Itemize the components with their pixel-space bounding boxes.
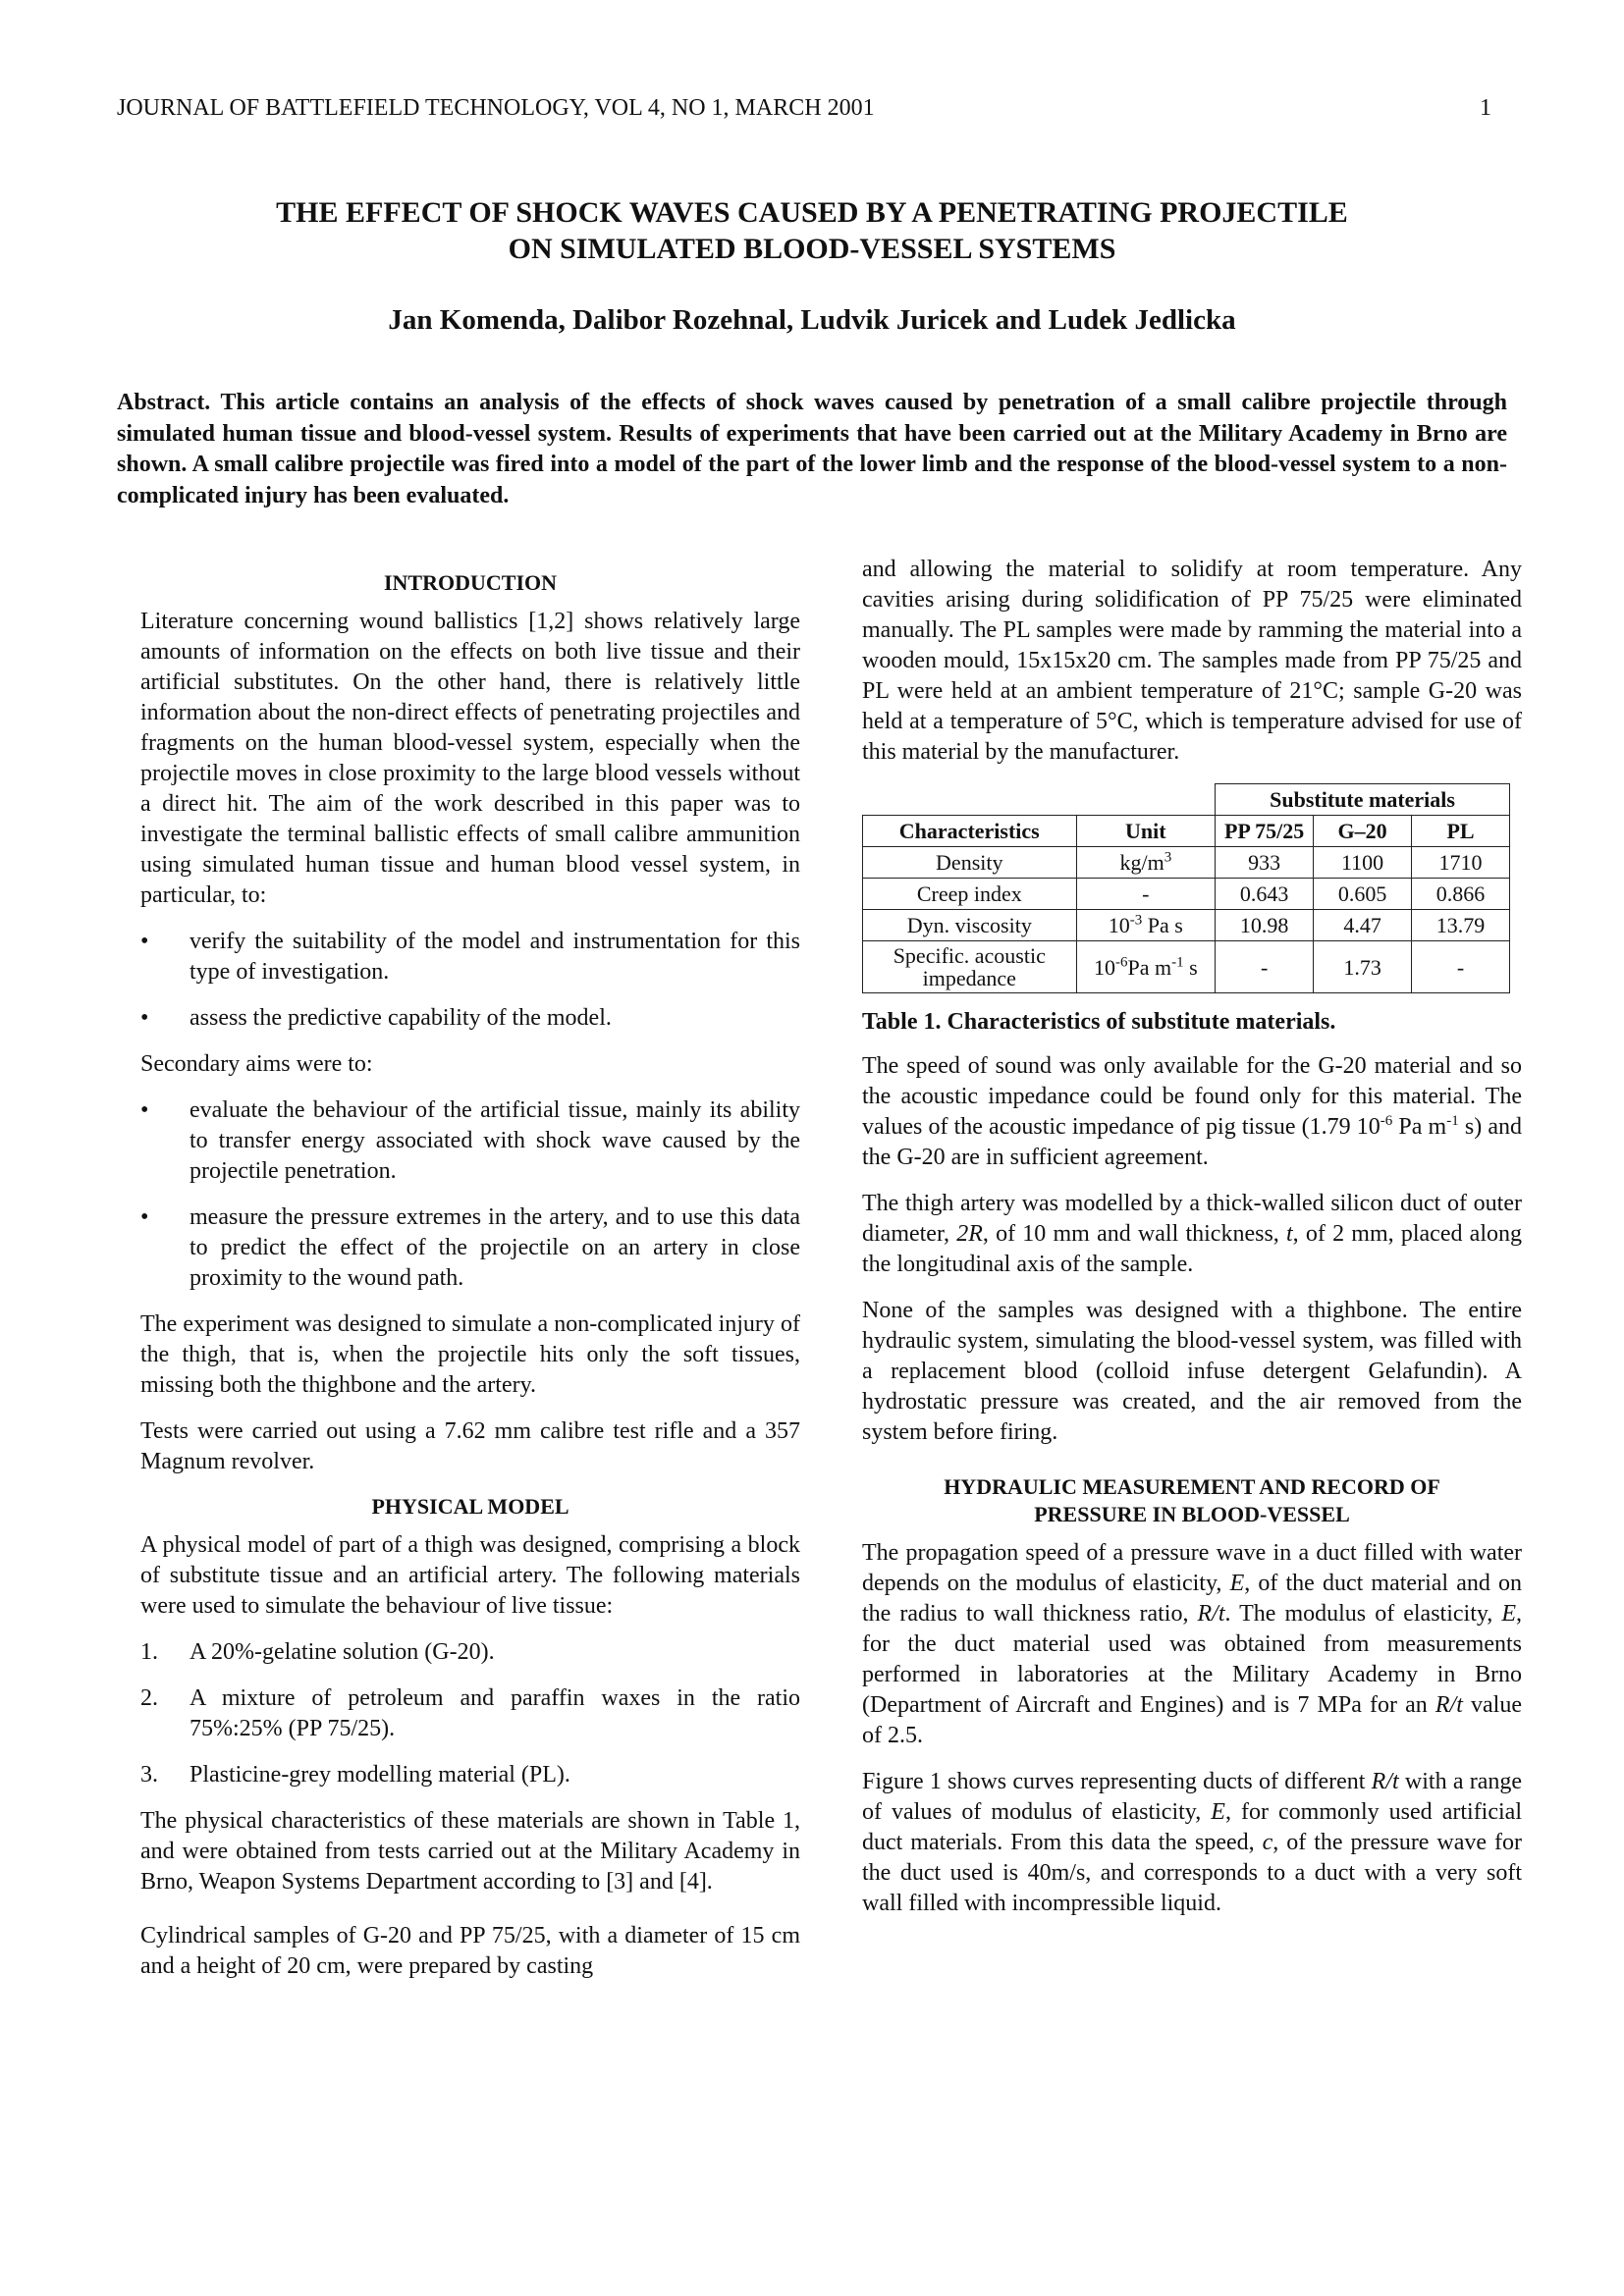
physical-model-paragraph-3-continued: and allowing the material to solidify at room temperature. Any cavities arising during solidification of PP 75/25 were eliminated manually. The PL samples were made by ramming the material into a wooden mould, 15x15x20 cm. The samples made from PP 75/25 and PL were held at an ambient temperature of 21°C; sample G-20 was held at a temperature of 5°C, which is temperature advised for use of this material by the manufacturer. [862, 557, 1522, 765]
material-number: 3. [140, 1762, 158, 1788]
intro-paragraph-1: Literature concerning wound ballistics [1,2] shows relatively large amounts of information on the effects on both live tissue and their artificial substitutes. On the other hand, there is relatively little information about the non-direct effects of penetrating projectiles and fragments on the human blood-vessel system, especially when the projectile moves in close proximity to the large blood vessels without a direct hit. The aim of the work described in this paper was to investigate the terminal ballistic effects of small calibre ammunition using simulated human tissue and human blood vessel system, in particular, to: [140, 609, 800, 908]
abstract: Abstract. This article contains an analysis of the effects of shock waves caused by penetration of a small calibre projectile through simulated human tissue and blood-vessel system. Results of experiments that have been carried out at the Military Academy in Brno are shown. A small calibre projectile was fired into a model of the part of the lower limb and the response of the blood-vessel system to a non-complicated injury has been evaluated. [117, 390, 1507, 508]
intro-paragraph-2: The experiment was designed to simulate a non-complicated injury of the thigh, that is, when the projectile hits only the soft tissues, missing both the thighbone and the artery. [140, 1311, 800, 1398]
secondary-aim-text: evaluate the behaviour of the artificial tissue, mainly its ability to transfer energy associated with shock wave caused by the projectile penetration. [189, 1097, 800, 1184]
author-list: Jan Komenda, Dalibor Rozehnal, Ludvik Juricek and Ludek Jedlicka [388, 304, 1236, 336]
section-heading-hydraulic: HYDRAULIC MEASUREMENT AND RECORD OF PRESSURE IN BLOOD-VESSEL [944, 1474, 1440, 1526]
row-value-g20: 4.47 [1314, 910, 1412, 941]
right-column [862, 555, 1522, 1935]
row-value-pp: - [1216, 941, 1314, 993]
row-value-g20: 0.605 [1314, 879, 1412, 910]
bullet-icon: • [140, 929, 149, 954]
secondary-aim-item [140, 1202, 800, 1294]
physical-model-paragraph-3: Cylindrical samples of G-20 and PP 75/25, with a diameter of 15 cm and a height of 20 cm, were prepared by casting [140, 1923, 800, 1979]
left-column [140, 569, 800, 1998]
aim-text: verify the suitability of the model and instrumentation for this type of investigation. [189, 929, 800, 985]
table-empty-corner [863, 784, 1216, 816]
title-line-1: THE EFFECT OF SHOCK WAVES CAUSED BY A PENETRATING PROJECTILE [276, 196, 1348, 229]
row-characteristic: Density [863, 847, 1077, 879]
material-text: A 20%-gelatine solution (G-20). [189, 1639, 495, 1665]
table-header-row [863, 784, 1510, 816]
column-header-characteristics: Characteristics [863, 816, 1077, 847]
row-unit: $kg/m^3$ [1076, 847, 1216, 879]
row-characteristic: Dyn. viscosity [863, 910, 1077, 941]
material-item [140, 1683, 800, 1744]
secondary-aim-item [140, 1095, 800, 1187]
column-header-g20: G–20 [1314, 816, 1412, 847]
paper-title [117, 194, 1507, 267]
table-row [863, 879, 1510, 910]
thighbone-paragraph: None of the samples was designed with a thighbone. The entire hydraulic system, simulating the blood-vessel system, was filled with a replacement blood (colloid infuse detergent Gelafundin). A hydrostatic pressure was created, and the air removed from the system before firing. [862, 1298, 1522, 1445]
physical-model-paragraph-1: A physical model of part of a thigh was designed, comprising a block of substitute tissue and an artificial artery. The following materials were used to simulate the behaviour of live tissue: [140, 1532, 800, 1619]
speed-of-sound-paragraph: The speed of sound was only available for the G-20 material and so the acoustic impedance could be found only for this material. The values of the acoustic impedance of pig tissue (1.79 $10^{-6}$ Pa $m^{-1}$ s) and the G-20 are in sufficient agreement. [862, 1053, 1522, 1170]
secondary-aim-text: measure the pressure extremes in the artery, and to use this data to predict the effect of the projectile on an artery in close proximity to the wound path. [189, 1204, 800, 1291]
bullet-icon: • [140, 1204, 149, 1230]
material-number: 2. [140, 1685, 158, 1711]
row-value-g20: 1100 [1314, 847, 1412, 879]
row-value-pl: 0.866 [1412, 879, 1510, 910]
material-text: A mixture of petroleum and paraffin waxes in the ratio 75%:25% (PP 75/25). [189, 1685, 800, 1741]
row-unit: $10^{-3}$ Pa s [1076, 910, 1216, 941]
table-row [863, 910, 1510, 941]
column-header-unit: Unit [1076, 816, 1216, 847]
hydraulic-paragraph-2: Figure 1 shows curves representing ducts of different R/t with a range of values of modulus of elasticity, E, for commonly used artificial duct materials. From this data the speed, c, of the pressure wave for the duct used is 40m/s, and corresponds to a duct with a very soft wall filled with incompressible liquid. [862, 1769, 1523, 1916]
row-characteristic: Creep index [863, 879, 1077, 910]
material-number: 1. [140, 1639, 158, 1665]
row-unit: - [1076, 879, 1216, 910]
column-header-pp: PP 75/25 [1216, 816, 1314, 847]
aim-text: assess the predictive capability of the model. [189, 1005, 612, 1031]
aim-item [140, 927, 800, 988]
table-row [863, 847, 1510, 879]
title-line-2: ON SIMULATED BLOOD-VESSEL SYSTEMS [508, 233, 1116, 265]
row-value-g20: 1.73 [1314, 941, 1412, 993]
row-unit: $10^{-6}Pa$ $m^{-1}$ s [1076, 941, 1216, 993]
table-header-row [863, 816, 1510, 847]
aim-item [140, 1003, 800, 1034]
secondary-aims-lead: Secondary aims were to: [140, 1051, 373, 1077]
bullet-icon: • [140, 1005, 149, 1031]
thigh-artery-paragraph: The thigh artery was modelled by a thick-walled silicon duct of outer diameter, 2R, of 10 mm and wall thickness, t, of 2 mm, placed along the longitudinal axis of the sample. [862, 1191, 1523, 1277]
table-caption: Table 1. Characteristics of substitute materials. [862, 1009, 1336, 1035]
physical-model-paragraph-2: The physical characteristics of these materials are shown in Table 1, and were obtained from tests carried out at the Military Academy in Brno, Weapon Systems Department according to [3] and [4]. [140, 1808, 800, 1895]
row-value-pl: 13.79 [1412, 910, 1510, 941]
material-item [140, 1637, 800, 1668]
material-item [140, 1760, 800, 1790]
journal-name: JOURNAL OF BATTLEFIELD TECHNOLOGY, VOL 4, NO 1, MARCH 2001 [117, 95, 875, 121]
row-value-pl: 1710 [1412, 847, 1510, 879]
page-number: 1 [1480, 95, 1491, 121]
table-group-header: Substitute materials [1216, 784, 1510, 816]
row-value-pl: - [1412, 941, 1510, 993]
section-heading-introduction: INTRODUCTION [383, 570, 558, 595]
material-text: Plasticine-grey modelling material (PL). [189, 1762, 570, 1788]
substitute-materials-table [862, 783, 1510, 993]
column-header-pl: PL [1412, 816, 1510, 847]
row-characteristic: Specific. acoustic impedance [863, 941, 1077, 993]
section-heading-physical-model: PHYSICAL MODEL [371, 1494, 569, 1519]
running-header [117, 95, 1491, 122]
intro-paragraph-3: Tests were carried out using a 7.62 mm calibre test rifle and a 357 Magnum revolver. [140, 1418, 800, 1474]
table-row [863, 941, 1510, 993]
row-value-pp: 933 [1216, 847, 1314, 879]
hydraulic-paragraph-1: The propagation speed of a pressure wave in a duct filled with water depends on the modulus of elasticity, E, of the duct material and on the radius to wall thickness ratio, R/t. The modulus of elasticity, E, for the duct material used was obtained from measurements performed in laboratories at the Military Academy in Brno (Department of Aircraft and Engines) and is 7 MPa for an R/t value of 2.5. [862, 1540, 1523, 1748]
row-value-pp: 10.98 [1216, 910, 1314, 941]
bullet-icon: • [140, 1097, 149, 1123]
row-value-pp: 0.643 [1216, 879, 1314, 910]
